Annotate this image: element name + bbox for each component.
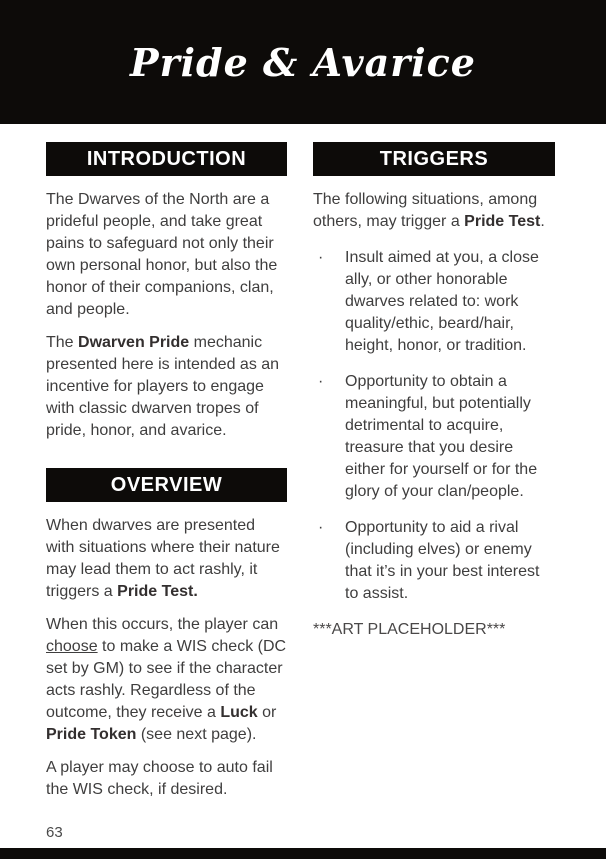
text-run: When this occurs, the player can	[46, 616, 279, 633]
page-number: 63	[46, 824, 63, 841]
section-header-overview	[46, 468, 287, 502]
text-run: Pride Test.	[117, 583, 198, 600]
section-header-introduction-label: INTRODUCTION	[86, 147, 247, 170]
footer-bar	[0, 848, 606, 859]
text-run: Insult aimed at you, a close ally, or other honorable dwarves related to: work quality/ethic, beard/hair, height, honor, or tradition.	[345, 249, 539, 354]
bullet-icon: ·	[318, 249, 324, 266]
bullet-text-treasure	[345, 371, 555, 503]
text-run: .	[540, 213, 545, 230]
introduction-paragraph-1	[46, 189, 287, 321]
list-item	[313, 371, 555, 503]
section-header-triggers	[313, 142, 555, 176]
bullet-text-rival	[345, 517, 555, 605]
section-header-triggers-label: TRIGGERS	[379, 147, 489, 170]
text-run: Opportunity to aid a rival (including elves) or enemy that it’s in your best interest to assist.	[345, 519, 540, 602]
page-content	[0, 142, 606, 812]
triggers-bullet-list	[313, 247, 555, 605]
introduction-paragraph-2	[46, 332, 287, 442]
text-run: choose	[46, 638, 98, 655]
bullet-icon: ·	[318, 373, 324, 390]
text-run: to make a WIS check (DC set by GM) to see if the character acts rashly. Regardless of the outcome, they receive a	[46, 638, 287, 721]
right-column	[313, 142, 555, 812]
page-title: Pride & Avarice	[130, 39, 476, 85]
text-run: Opportunity to obtain a meaningful, but potentially detrimental to acquire, treasure that you desire either for yourself or for the glory of your clan/people.	[345, 373, 538, 500]
page-title-banner	[0, 0, 606, 124]
bullet-text-insult	[345, 247, 555, 357]
overview-paragraph-3	[46, 757, 287, 801]
triggers-intro-paragraph	[313, 189, 555, 233]
list-item	[313, 247, 555, 357]
text-run: The following situations, among others, may trigger a	[313, 191, 538, 230]
overview-paragraph-2	[46, 614, 287, 746]
text-run: mechanic presented here is intended as an incentive for players to engage with classic dwarven tropes of pride, honor, and avarice.	[46, 334, 280, 439]
text-run: Dwarven Pride	[78, 334, 190, 351]
text-run: Luck	[220, 704, 258, 721]
overview-paragraph-1	[46, 515, 287, 603]
art-placeholder-text: ***ART PLACEHOLDER***	[313, 621, 506, 638]
text-run: When dwarves are presented with situations where their nature may lead them to act rashly, it triggers a	[46, 517, 280, 600]
text-run: (see next page).	[136, 726, 257, 743]
section-header-overview-label: OVERVIEW	[110, 473, 223, 496]
bullet-icon: ·	[318, 519, 324, 536]
left-column	[46, 142, 287, 812]
text-run: A player may choose to auto fail the WIS check, if desired.	[46, 759, 273, 798]
text-run: Pride Token	[46, 726, 137, 743]
text-run: or	[257, 704, 277, 721]
list-item	[313, 517, 555, 605]
text-run: The Dwarves of the North are a prideful people, and take great pains to safeguard not only their own personal honor, but also the honor of their companions, clan, and people.	[46, 191, 278, 318]
text-run: The	[46, 334, 79, 351]
section-header-introduction	[46, 142, 287, 176]
text-run: Pride Test	[464, 213, 541, 230]
